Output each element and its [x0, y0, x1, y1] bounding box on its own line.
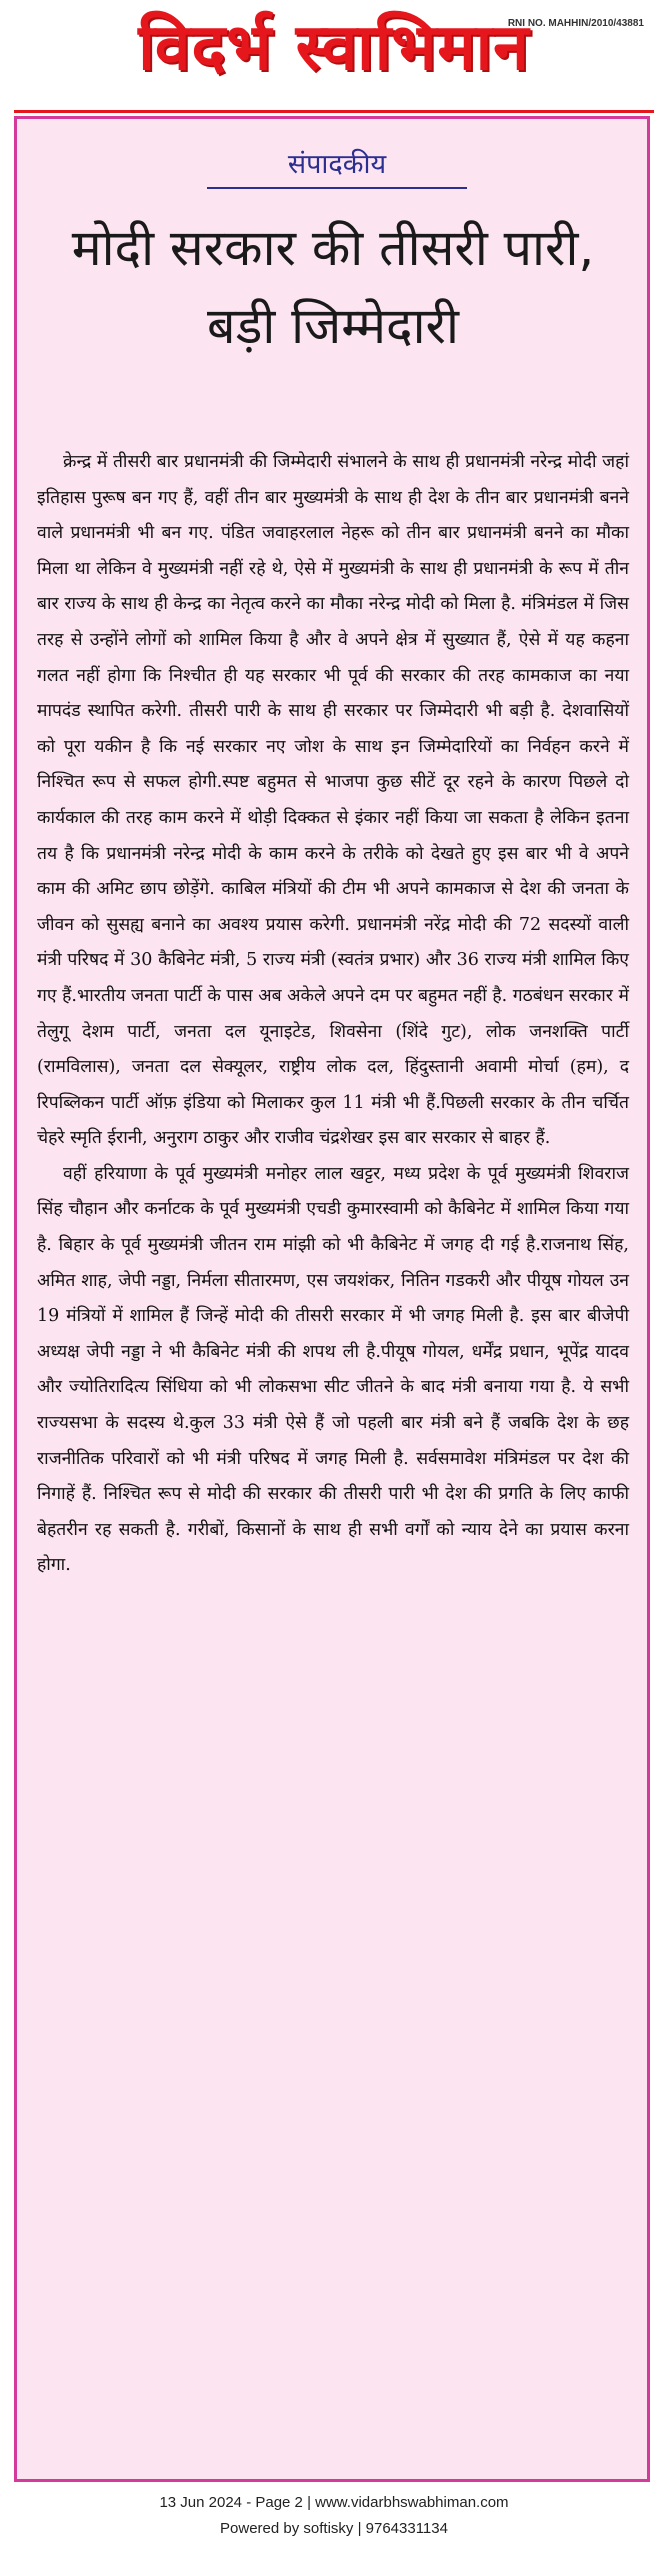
rni-number: RNI NO. MAHHIN/2010/43881 [507, 18, 644, 29]
editorial-panel [14, 116, 650, 2482]
article-headline: मोदी सरकार की तीसरी पारी, बड़ी जिम्मेदारी [71, 219, 595, 355]
article-paragraph-1: क्रेन्द्र में तीसरी बार प्रधानमंत्री की जिम्मेदारी संभालने के साथ ही प्रधानमंत्री नरेन्द्र मोदी जहां इतिहास पुरूष बन गए हैं, वहीं तीन बार मुख्यमंत्री के साथ ही देश के तीन बार प्रधानमंत्री बनने वाले प्रधानमंत्री भी बन गए. पंडित जवाहरलाल नेहरू को तीन बार प्रधानमंत्री बनने का मौका मिला था लेकिन वे मुख्यमंत्री नहीं रहे थे, ऐसे में मुख्यमंत्री के साथ ही प्रधानमंत्री के रूप में तीन बार राज्य के साथ ही केन्द्र का नेतृत्व करने का मौका नरेन्द्र मोदी को मिला है. मंत्रिमंडल में जिस तरह से उन्होंने लोगों को शामिल किया है और वे अपने क्षेत्र में सुख्यात हैं, ऐसे में यह कहना गलत नहीं होगा कि निश्चीत ही यह सरकार भी पूर्व की सरकार की तरह कामकाज का नया मापदंड स्थापित करेगी. तीसरी पारी के साथ ही सरकार पर जिम्मेदारी भी बड़ी है. देशवासियों को पूरा यकीन है कि नई सरकार नए जोश के साथ इन जिम्मेदारियों का निर्वहन करने में निश्चित रूप से सफल होगी.स्पष्ट बहुमत से भाजपा कुछ सीटें दूर रहने के कारण पिछले दो कार्यकाल की तरह काम करने में थोड़ी दिक्कत से इंकार नहीं किया जा सकता है लेकिन इतना तय है कि प्रधानमंत्री नरेन्द्र मोदी के काम करने के तरीके को देखते हुए इस बार भी वे अपने काम की अमिट छाप छोड़ेंगे. काबिल मंत्रियों की टीम भी अपने कामकाज से देश की जनता के जीवन को सुसह्य बनाने का अवश्य प्रयास करेगी. प्रधानमंत्री नरेंद्र मोदी की 72 सदस्यों वाली मंत्री परिषद में 30 कैबिनेट मंत्री, 5 राज्य मंत्री (स्वतंत्र प्रभार) और 36 राज्य मंत्री शामिल किए गए हैं.भारतीय जनता पार्टी के पास अब अकेले अपने दम पर बहुमत नहीं है. गठबंधन सरकार में तेलुगू देशम पार्टी, जनता दल यूनाइटेड, शिवसेना (शिंदे गुट), लोक जनशक्ति पार्टी (रामविलास), जनता दल सेक्यूलर, राष्ट्रीय लोक दल, हिंदुस्तानी अवामी मोर्चा (हम), द रिपब्लिकन पार्टी ऑफ़ इंडिया को मिलाकर कुल 11 मंत्री भी हैं.पिछली सरकार के तीन चर्चित चेहरे स्मृति ईरानी, अनुराग ठाकुर और राजीव चंद्रशेखर इस बार सरकार से बाहर हैं. [37, 452, 629, 1149]
newspaper-title: विदर्भ स्वाभिमान [138, 11, 530, 85]
page-footer [0, 2490, 668, 2542]
article-body [37, 445, 629, 1584]
footer-powered-by: Powered by softisky | 9764331134 [220, 2520, 448, 2537]
masthead [0, 0, 668, 118]
footer-date-page-url: 13 Jun 2024 - Page 2 | www.vidarbhswabhiman.com [159, 2494, 509, 2511]
article-paragraph-2: वहीं हरियाणा के पूर्व मुख्यमंत्री मनोहर लाल खट्टर, मध्य प्रदेश के पूर्व मुख्यमंत्री शिवराज सिंह चौहान और कर्नाटक के पूर्व मुख्यमंत्री एचडी कुमारस्वामी को कैबिनेट में शामिल किया गया है. बिहार के पूर्व मुख्यमंत्री जीतन राम मांझी को भी कैबिनेट में जगह दी गई है.राजनाथ सिंह, अमित शाह, जेपी नड्डा, निर्मला सीतारमण, एस जयशंकर, नितिन गडकरी और पीयूष गोयल उन 19 मंत्रियों में शामिल हैं जिन्हें मोदी की तीसरी सरकार में भी जगह मिली है. इस बार बीजेपी अध्यक्ष जेपी नड्डा ने भी कैबिनेट मंत्री की शपथ ली है.पीयूष गोयल, धर्मेंद्र प्रधान, भूपेंद्र यादव और ज्योतिरादित्य सिंधिया को भी लोकसभा सीट जीतने के बाद मंत्री बनाया गया है. ये सभी राज्यसभा के सदस्य थे.कुल 33 मंत्री ऐसे हैं जो पहली बार मंत्री बने हैं जबकि देश के छह राजनीतिक परिवारों को भी मंत्री परिषद में जगह मिली है. सर्वसमावेश मंत्रिमंडल पर देश की निगाहें हैं. निश्चित रूप से मोदी की सरकार की तीसरी पारी भी देश की प्रगति के लिए काफी बेहतरीन रह सकती है. गरीबों, किसानों के साथ ही सभी वर्गों को न्याय देने का प्रयास करना होगा. [37, 1163, 629, 1576]
section-label: संपादकीय [207, 143, 467, 189]
masthead-divider [14, 110, 654, 113]
